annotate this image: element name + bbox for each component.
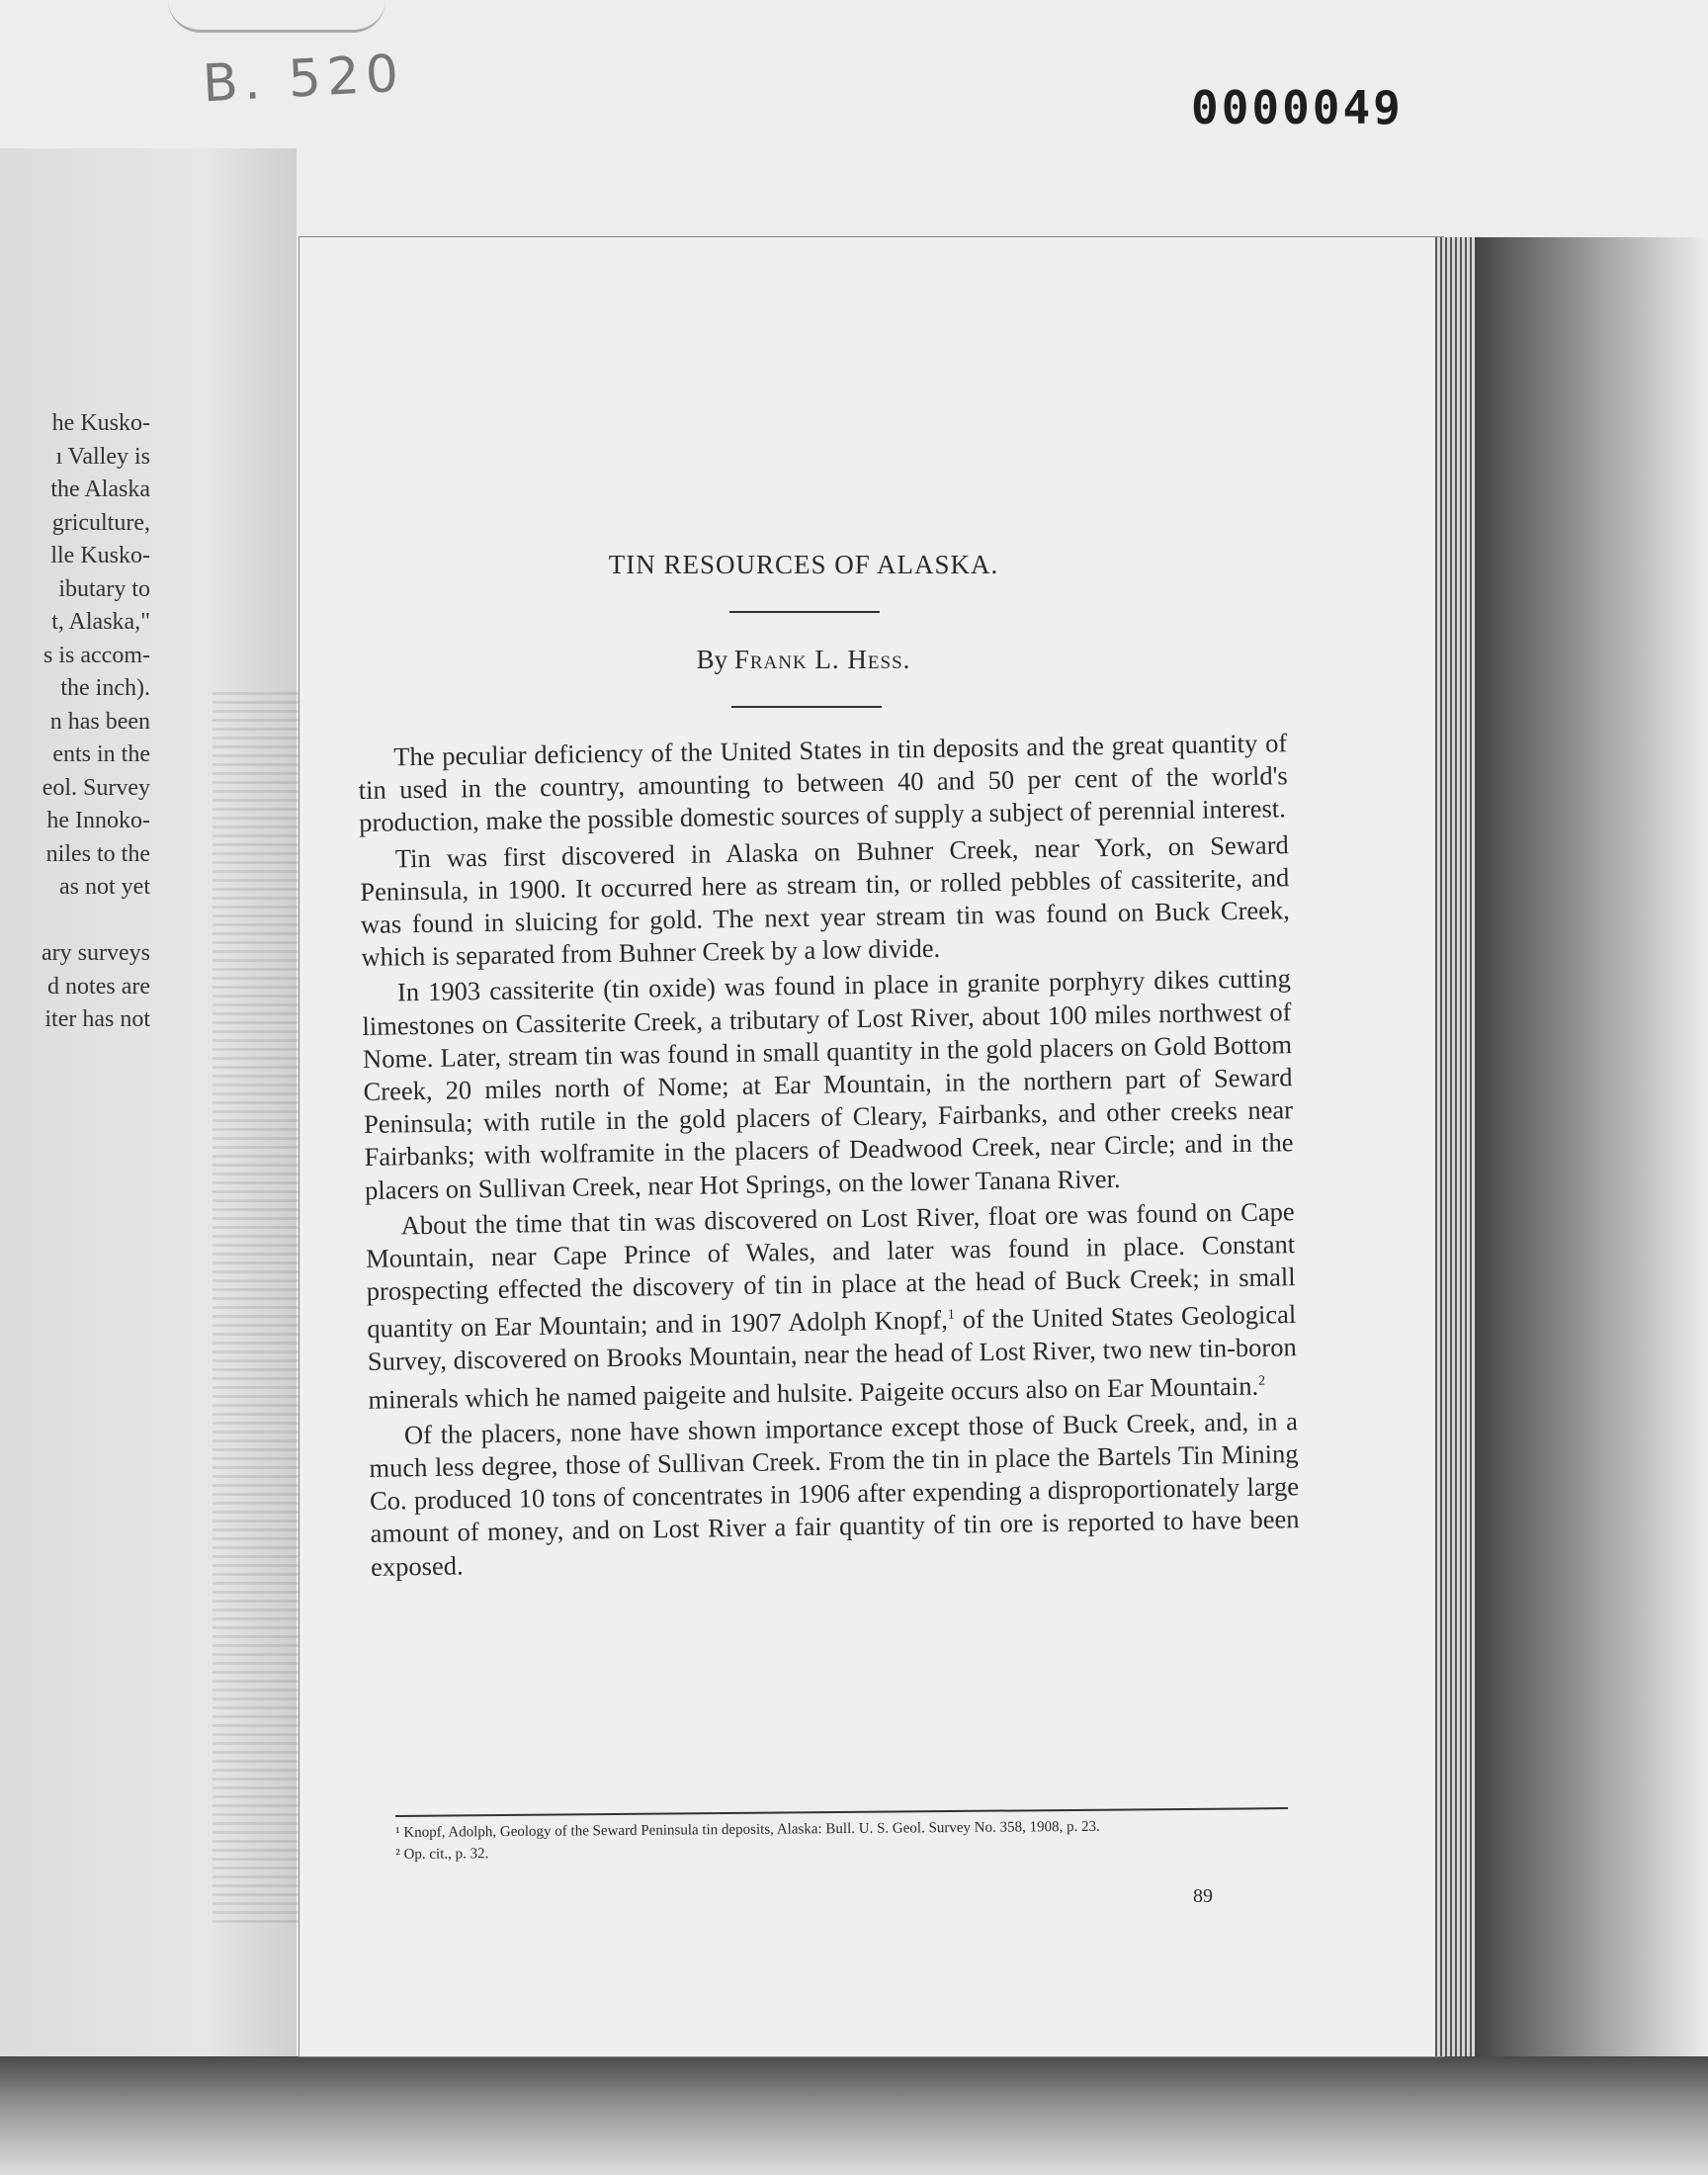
paragraph-text: About the time that tin was discovered on Lost River, float ore was found on Cape Mountain, near Cape Prince of Wales, and later was found in place. Constant prospecting effected the discovery of tin in place at the head of Buck Creek; in small quantity on Ear Mountain; and in 1907 Adolph Knopf, <box>365 1196 1296 1345</box>
facing-line: ents in the <box>52 741 150 767</box>
paragraph: Tin was first discovered in Alaska on Buhner Creek, near York, on Seward Peninsula, in 1900. It occurred here as stream tin, or rolled pebbles of cassiterite, and was found in sluicing for gold. The next year stream tin was found on Buck Creek, which is separated from Buhner Creek by a low divide. <box>360 828 1291 973</box>
handwritten-reference: B. 520 <box>201 44 406 115</box>
footnote-mark: 2 <box>1257 1373 1266 1389</box>
facing-page-text <box>0 407 150 1037</box>
paragraph: In 1903 cassiterite (tin oxide) was found in place in granite porphyry dikes cutting limestones on Cassiterite Creek, a tributary of Lost River, about 100 miles northwest of Nome. Later, stream tin was found in small quantity in the gold placers on Gold Bottom Creek, 20 miles north of Nome; at Ear Mountain, in the northern part of Seward Peninsula; with rutile in the gold placers of Cleary, Fairbanks, and other creeks near Fairbanks; with wolframite in the placers of Deadwood Creek, near Circle; and in the placers on Sullivan Creek, near Hot Springs, on the lower Tanana River. <box>362 963 1294 1205</box>
facing-line: eol. Survey <box>42 774 150 801</box>
author-name: Frank L. Hess. <box>733 645 911 674</box>
article-author <box>359 645 1248 675</box>
facing-line <box>0 905 150 938</box>
facing-line: lle Kusko- <box>50 543 150 568</box>
bottom-scan-shadow <box>0 2056 1708 2175</box>
facing-line: the inch). <box>60 675 150 701</box>
footnotes <box>395 1814 1295 1866</box>
author-prefix: By <box>696 645 728 674</box>
footnote: ² Op. cit., p. 32. <box>395 1846 489 1863</box>
facing-line: he Innoko- <box>46 808 150 833</box>
facing-line: d notes are <box>47 973 150 1000</box>
facing-line: t, Alaska," <box>51 609 150 635</box>
paragraph: Of the placers, none have shown importance except those of Buck Creek, and, in a much less degree, those of Sullivan Creek. From the tin in place the Bartels Tin Mining Co. produced 10 tons of concentrates in 1906 after expending a disproportionately large amount of money, and on Lost River a fair quantity of tin ore is reported to have been exposed. <box>369 1405 1300 1582</box>
facing-line: s is accom- <box>43 642 150 668</box>
page-edges <box>1435 237 1475 2056</box>
right-scan-shadow <box>1463 237 1708 2096</box>
paragraph: The peculiar deficiency of the United States in tin deposits and the great quantity of tin used in the country, amounting to between 40 and 50 per cent of the world's production, make the possible domestic sources of supply a subject of perennial interest. <box>358 728 1288 838</box>
document-number-stamp: 0000049 <box>1191 81 1404 134</box>
facing-line: n has been <box>49 708 150 735</box>
facing-line: ibutary to <box>58 575 150 602</box>
facing-line: niles to the <box>45 840 150 867</box>
facing-line: ary surveys <box>42 940 150 966</box>
facing-line: the Alaska <box>50 477 150 502</box>
facing-line: iter has not <box>44 1006 150 1032</box>
page-number: 89 <box>1193 1885 1213 1907</box>
footnote-mark: 1 <box>947 1308 955 1324</box>
spine-smudge <box>213 692 301 1928</box>
facing-line: ı Valley is <box>55 443 150 470</box>
top-scribble <box>168 0 385 33</box>
article-body <box>358 727 1300 1586</box>
facing-line: as not yet <box>59 874 150 900</box>
article-title: TIN RESOURCES OF ALASKA. <box>608 550 999 579</box>
facing-line: griculture, <box>51 509 150 536</box>
title-rule <box>729 611 880 613</box>
author-rule <box>731 706 882 708</box>
footnote: ¹ Knopf, Adolph, Geology of the Seward Peninsula tin deposits, Alaska: Bull. U. S. Geol. Survey No. 358, 1908, p. 23. <box>395 1818 1100 1841</box>
paragraph <box>365 1195 1297 1417</box>
paragraph-text: of the United States Geological Survey, discovered on Brooks Mountain, near the head of Lost River, two new tin-boron minerals which he named paigeite and hulsite. Paigeite occurs also on Ear Mountain. <box>367 1299 1297 1415</box>
facing-line: he Kusko- <box>51 410 150 436</box>
